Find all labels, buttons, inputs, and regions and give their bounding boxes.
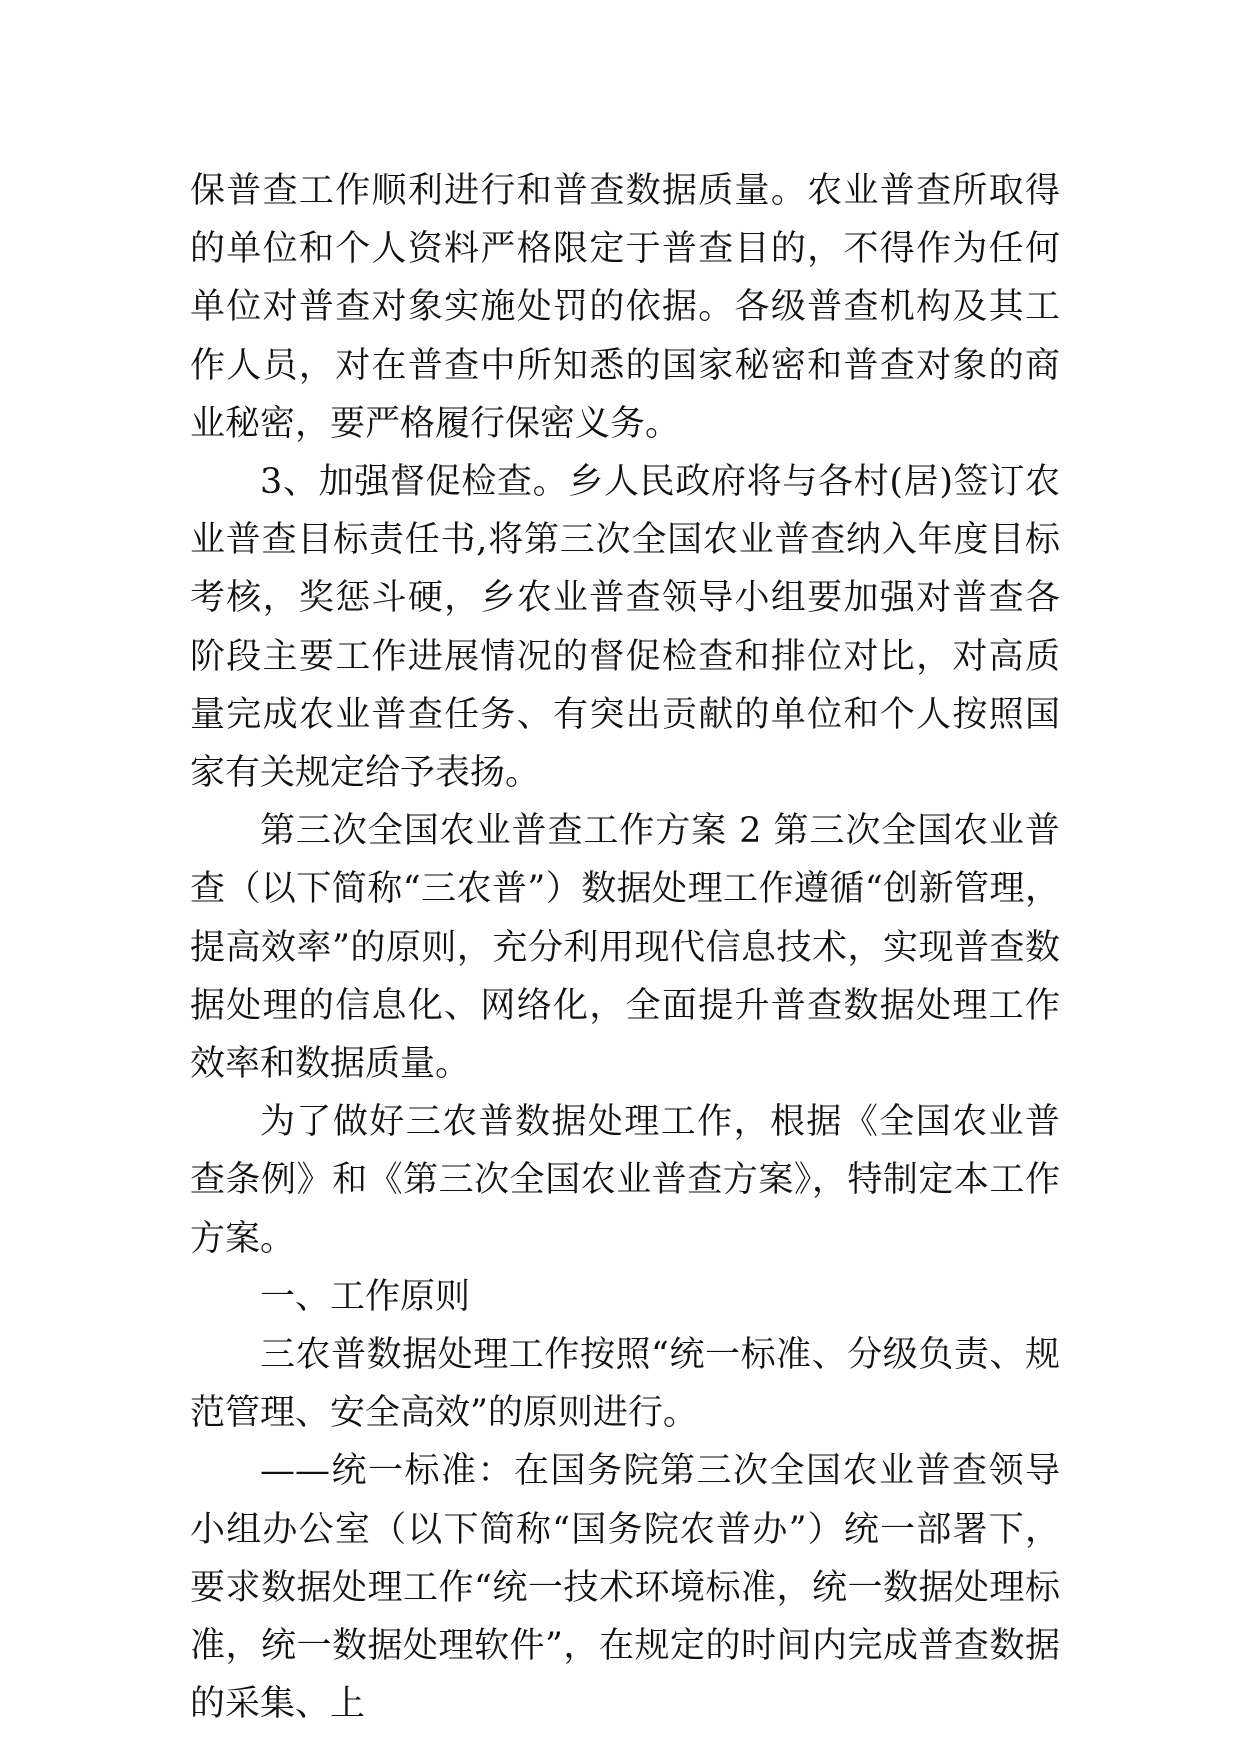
paragraph-purpose: 为了做好三农普数据处理工作，根据《全国农业普查条例》和《第三次全国农业普查方案》，特制定本工作方案。	[190, 1102, 1060, 1259]
paragraph-unified-standard: ——统一标准：在国务院第三次全国农业普查领导小组办公室（以下简称“国务院农普办”）统一部署下，要求数据处理工作“统一技术环境标准，统一数据处理标准，统一数据处理软件”，在规定的时间内完成普查数据的采集、上	[190, 1451, 1060, 1725]
section-heading-principles: 一、工作原则	[260, 1276, 471, 1317]
paragraph-principles: 三农普数据处理工作按照“统一标准、分级负责、规范管理、安全高效”的原则进行。	[190, 1335, 1060, 1434]
paragraph-plan-intro: 第三次全国农业普查工作方案 2 第三次全国农业普查（以下简称“三农普”）数据处理工作遵循“创新管理，提高效率”的原则，充分利用现代信息技术，实现普查数据处理的信息化、网络化，全面提升普查数据处理工作效率和数据质量。	[190, 811, 1060, 1085]
paragraph-continuation: 保普查工作顺利进行和普查数据质量。农业普查所取得的单位和个人资料严格限定于普查目的，不得作为任何单位对普查对象实施处罚的依据。各级普查机构及其工作人员，对在普查中所知悉的国家秘密和普查对象的商业秘密，要严格履行保密义务。	[190, 171, 1060, 444]
paragraph-supervision: 3、加强督促检查。乡人民政府将与各村(居)签订农业普查目标责任书,将第三次全国农业普查纳入年度目标考核，奖惩斗硬，乡农业普查领导小组要加强对普查各阶段主要工作进展情况的督促检查和排位对比，对高质量完成农业普查任务、有突出贡献的单位和个人按照国家有关规定给予表扬。	[190, 462, 1060, 794]
document-body	[190, 162, 1060, 1733]
